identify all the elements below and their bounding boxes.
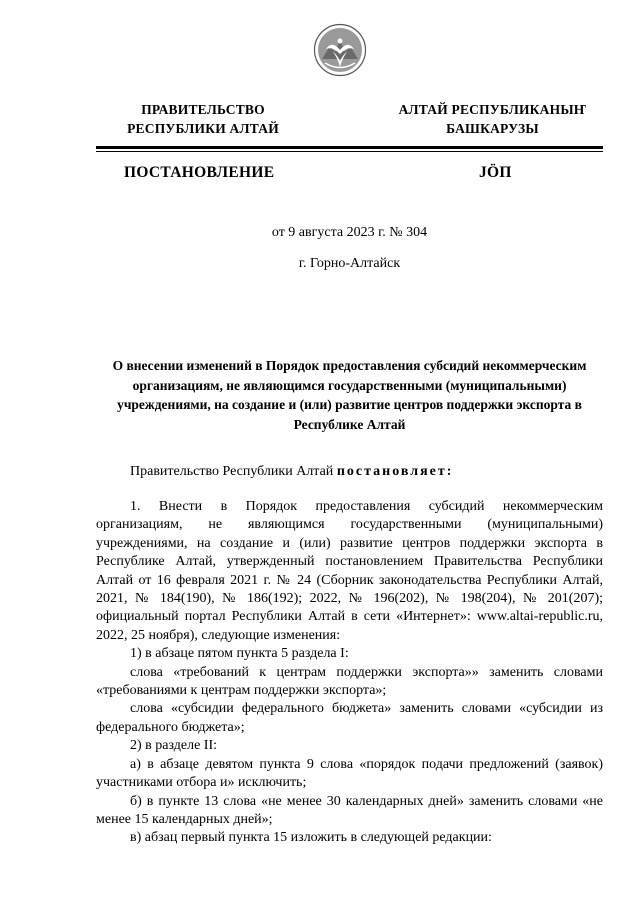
doc-type-ru: ПОСТАНОВЛЕНИЕ <box>124 164 275 181</box>
government-name-alt <box>375 100 610 138</box>
paragraph: а) в абзаце девятом пункта 9 слова «порядок подачи предложений (заявок) участниками отбора и» исключить; <box>96 756 603 791</box>
government-name-ru-line1: ПРАВИТЕЛЬСТВО <box>141 102 265 117</box>
government-name-ru-line2: РЕСПУБЛИКИ АЛТАЙ <box>127 121 279 136</box>
doc-type-alt: JӦП <box>479 164 512 181</box>
paragraph: 1. Внести в Порядок предоставления субсидий некоммерческим организациям, не являющимся государственными (муниципальными) учреждениями, на создание и (или) развитие центров поддержки экспорта в Республике Алтай, утвержденный постановлением Правительства Республики Алтай от 16 февраля 2021 г. № 24 (Сборник законодательства Республики Алтай, 2021, № 184(190), № 186(192); 2022, № 196(202), № 198(204), № 201(207); официальный портал Республики Алтай в сети «Интернет»: www.altai-republic.ru, 2022, 25 ноября), следующие изменения: <box>96 499 603 643</box>
preamble <box>130 464 453 480</box>
government-name-alt-line1: АЛТАЙ РЕСПУБЛИКАНЫҤ <box>398 102 587 117</box>
coat-of-arms-icon <box>313 23 367 77</box>
paragraph: 1) в абзаце пятом пункта 5 раздела I: <box>130 646 349 662</box>
paragraph: б) в пункте 13 слова «не менее 30 календарных дней» заменить словами «не менее 15 календарных дней»; <box>96 793 603 827</box>
preamble-keyword: постановляет: <box>336 464 454 479</box>
government-name-alt-line2: БАШКАРУЗЫ <box>446 121 539 136</box>
document-body <box>96 498 603 848</box>
government-name-ru <box>108 100 298 138</box>
paragraph: слова «субсидии федерального бюджета» заменить словами «субсидии из федерального бюджета»; <box>96 701 603 735</box>
preamble-text: Правительство Республики Алтай <box>130 464 337 479</box>
document-date: от 9 августа 2023 г. № 304 <box>271 225 428 240</box>
paragraph: 2) в разделе II: <box>130 738 218 754</box>
document-title: О внесении изменений в Порядок предоставления субсидий некоммерческим организациям, не являющимся государственными (муниципальными) учреждениями, на создание и (или) развитие центров поддержки экспорта в Республике Алтай <box>112 358 587 432</box>
header-divider-thin <box>96 151 603 152</box>
paragraph: слова «требований к центрам поддержки экспорта»» заменить словами «требованиями к центрам поддержки экспорта»; <box>96 664 603 699</box>
paragraph: в) абзац первый пункта 15 изложить в следующей редакции: <box>130 830 492 846</box>
document-city: г. Горно-Алтайск <box>298 256 401 271</box>
header-divider-thick <box>96 146 603 149</box>
